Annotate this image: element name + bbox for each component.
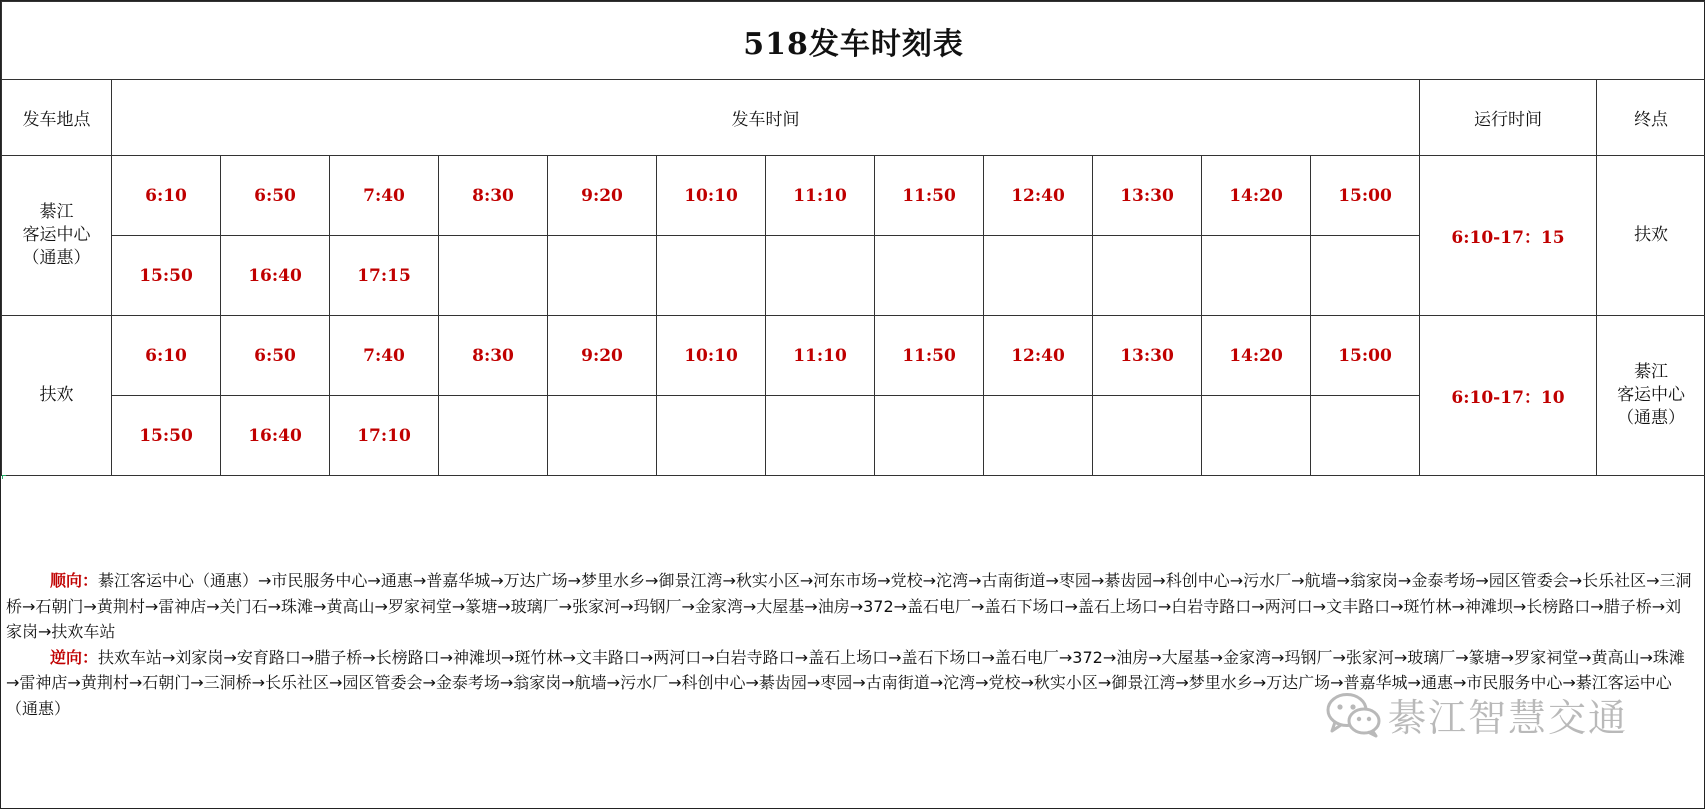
title-row	[2, 2, 1705, 80]
header-terminal: 终点	[1597, 80, 1705, 156]
departure-time	[984, 236, 1093, 316]
departure-time: 10:10	[657, 156, 766, 236]
forward-route-label: 顺向：	[50, 571, 99, 590]
departure-time: 8:30	[439, 316, 548, 396]
run-duration: 6:10-17：10	[1420, 316, 1597, 476]
terminal-cell	[1597, 316, 1705, 476]
departure-time: 14:20	[1202, 316, 1311, 396]
reverse-route-stops: 扶欢车站→刘家岗→安育路口→腊子桥→长榜路口→神滩坝→斑竹林→文丰路口→两河口→白岩寺路口→盖石上场口→盖石下场口→盖石电厂→372→油房→大屋基→金家湾→玛钢厂→张家河→玻璃厂→篆塘→罗家祠堂→黄高山→珠滩→雷神店→黄荆村→石朝门→三洞桥→长乐社区→园区管委会→金泰考场→翁家岗→航墙→污水厂→科创中心→綦齿园→枣园→古南街道→沱湾→党校→秋实小区→御景江湾→梦里水乡→万达广场→普嘉华城→通惠→市民服务中心→綦江客运中心（通惠）	[6, 647, 1685, 718]
departure-time: 7:40	[330, 316, 439, 396]
watermark	[1326, 687, 1628, 742]
departure-time: 17:15	[330, 236, 439, 316]
departure-time: 15:00	[1311, 156, 1420, 236]
origin-line: （通惠）	[22, 248, 91, 268]
departure-time	[1093, 396, 1202, 476]
departure-time: 17:10	[330, 396, 439, 476]
departure-time: 11:50	[875, 156, 984, 236]
departure-time	[439, 396, 548, 476]
departure-time	[439, 236, 548, 316]
departure-time: 6:10	[112, 156, 221, 236]
departure-time: 13:30	[1093, 156, 1202, 236]
origin-line: 綦江	[39, 202, 74, 222]
departure-time: 16:40	[221, 236, 330, 316]
departure-time: 16:40	[221, 396, 330, 476]
wechat-icon	[1326, 692, 1382, 738]
header-row	[2, 80, 1705, 156]
route-row	[2, 316, 1705, 396]
departure-time: 11:10	[766, 316, 875, 396]
origin-line: 客运中心	[22, 225, 91, 245]
departure-time: 9:20	[548, 316, 657, 396]
departure-time	[548, 396, 657, 476]
departure-time	[875, 236, 984, 316]
departure-time: 11:10	[766, 156, 875, 236]
terminal-line: 客运中心	[1617, 385, 1686, 405]
header-origin: 发车地点	[2, 80, 112, 156]
departure-time: 15:50	[112, 396, 221, 476]
departure-time	[548, 236, 657, 316]
departure-time: 12:40	[984, 156, 1093, 236]
departure-time	[766, 396, 875, 476]
origin-line: 扶欢	[39, 385, 74, 405]
departure-time: 12:40	[984, 316, 1093, 396]
departure-time: 9:20	[548, 156, 657, 236]
terminal-line: 扶欢	[1634, 225, 1669, 245]
departure-time: 6:50	[221, 156, 330, 236]
departure-time: 6:50	[221, 316, 330, 396]
cell-selection-mark	[2, 475, 6, 479]
forward-route-stops: 綦江客运中心（通惠）→市民服务中心→通惠→普嘉华城→万达广场→梦里水乡→御景江湾→秋实小区→河东市场→党校→沱湾→古南街道→枣园→綦齿园→科创中心→污水厂→航墙→翁家岗→金泰考场→园区管委会→长乐社区→三洞桥→石朝门→黄荆村→雷神店→关门石→珠滩→黄高山→罗家祠堂→篆塘→玻璃厂→张家河→玛钢厂→金家湾→大屋基→油房→372→盖石电厂→盖石下场口→盖石上场口→白岩寺路口→两河口→文丰路口→斑竹林→神滩坝→长榜路口→腊子桥→刘家岗→扶欢车站	[6, 571, 1692, 641]
terminal-cell	[1597, 156, 1705, 316]
departure-time	[1311, 236, 1420, 316]
departure-time	[1202, 236, 1311, 316]
departure-time	[1311, 396, 1420, 476]
departure-time	[1202, 396, 1311, 476]
departure-time: 14:20	[1202, 156, 1311, 236]
page-title: 518发车时刻表	[2, 2, 1705, 80]
departure-time: 15:50	[112, 236, 221, 316]
departure-time: 10:10	[657, 316, 766, 396]
departure-time: 6:10	[112, 316, 221, 396]
departure-time	[875, 396, 984, 476]
header-duration: 运行时间	[1420, 80, 1597, 156]
departure-time: 15:00	[1311, 316, 1420, 396]
departure-time	[766, 236, 875, 316]
run-duration: 6:10-17：15	[1420, 156, 1597, 316]
reverse-route-label: 逆向：	[50, 647, 99, 667]
origin-cell	[2, 156, 112, 316]
departure-time	[984, 396, 1093, 476]
terminal-line: 綦江	[1634, 362, 1669, 382]
departure-time: 8:30	[439, 156, 548, 236]
forward-route	[6, 568, 1696, 645]
watermark-text: 綦江智慧交通	[1388, 696, 1629, 740]
departure-time	[657, 396, 766, 476]
departure-time: 11:50	[875, 316, 984, 396]
departure-time: 13:30	[1093, 316, 1202, 396]
route-rows	[2, 156, 1705, 476]
route-row	[2, 156, 1705, 236]
departure-time	[657, 236, 766, 316]
origin-cell	[2, 316, 112, 476]
departure-time: 7:40	[330, 156, 439, 236]
header-departure-times: 发车时间	[112, 80, 1420, 156]
departure-time	[1093, 236, 1202, 316]
timetable	[1, 1, 1705, 476]
terminal-line: （通惠）	[1617, 408, 1686, 428]
